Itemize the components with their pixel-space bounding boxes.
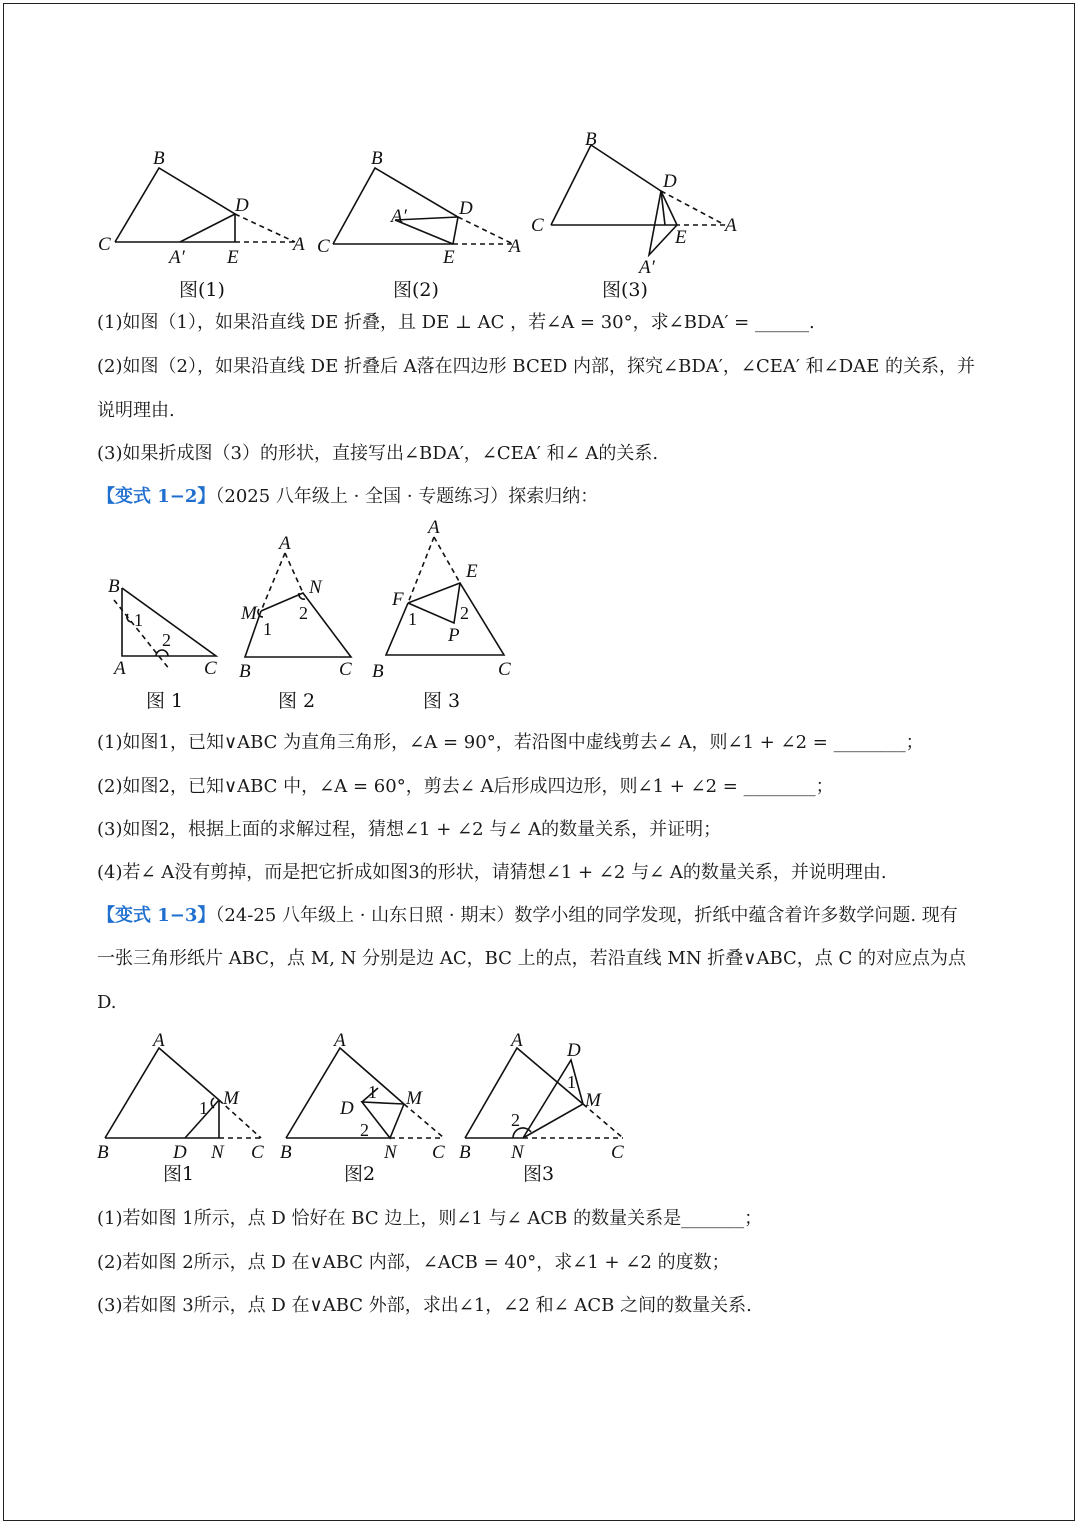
label-B: B xyxy=(371,148,383,169)
angle-2: 2 xyxy=(162,630,171,650)
v2-line-2: (2)如图2，已知∨ABC 中，∠A = 60°，剪去∠ A后形成四边形，则∠1 + ∠2 = ________； xyxy=(97,776,834,797)
variant-1-3-heading xyxy=(97,903,958,929)
label-D: D xyxy=(340,1098,354,1119)
label-A: A xyxy=(114,658,126,679)
label-B: B xyxy=(372,661,384,682)
label-M: M xyxy=(223,1088,239,1109)
label-A: A xyxy=(509,236,521,257)
q1-line-2: (2)如图（2），如果沿直线 DE 折叠后 A落在四边形 BCED 内部，探究∠BDA′，∠CEA′ 和∠DAE 的关系，并 xyxy=(97,356,976,377)
label-N: N xyxy=(511,1142,524,1163)
angle-2: 2 xyxy=(511,1110,520,1130)
figure-v3-3 xyxy=(455,1030,645,1170)
label-C: C xyxy=(498,659,511,680)
caption-top-1: 图(1) xyxy=(179,279,225,301)
label-C: C xyxy=(432,1142,445,1163)
label-A: A xyxy=(511,1030,523,1051)
v3-intro-line-2: 一张三角形纸片 ABC，点 M, N 分别是边 AC，BC 上的点，若沿直线 MN 折叠∨ABC，点 C 的对应点为点 xyxy=(97,948,967,969)
label-B: B xyxy=(153,148,165,169)
v3-line-2: (2)若如图 2所示，点 D 在∨ABC 内部，∠ACB = 40°，求∠1 + ∠2 的度数； xyxy=(97,1252,730,1273)
v3-line-3: (3)若如图 3所示，点 D 在∨ABC 外部，求出∠1，∠2 和∠ ACB 之间的数量关系. xyxy=(97,1295,752,1316)
caption-v3-2: 图2 xyxy=(344,1163,376,1185)
variant-1-2-tag: 【变式 1−2】 xyxy=(97,486,216,507)
v2-line-3: (3)如图2，根据上面的求解过程，猜想∠1 + ∠2 与∠ A的数量关系，并证明； xyxy=(97,819,722,840)
label-B: B xyxy=(459,1142,471,1163)
label-N: N xyxy=(211,1142,224,1163)
figure-top-1 xyxy=(95,140,315,280)
caption-top-2: 图(2) xyxy=(393,279,439,301)
q1-line-3: 说明理由. xyxy=(97,400,175,421)
angle-1: 1 xyxy=(263,619,272,639)
label-B: B xyxy=(97,1142,109,1163)
label-D: D xyxy=(459,198,473,219)
label-E: E xyxy=(675,227,687,248)
label-A-prime: A′ xyxy=(391,206,407,227)
variant-1-2-source: （2025 八年级上 · 全国 · 专题练习）探索归纳： xyxy=(215,486,599,507)
v3-intro-line-3: D. xyxy=(97,992,117,1013)
label-D: D xyxy=(173,1142,187,1163)
caption-v2-1: 图 1 xyxy=(146,690,184,712)
caption-v2-3: 图 3 xyxy=(423,690,461,712)
label-A: A xyxy=(334,1030,346,1051)
label-C: C xyxy=(251,1142,264,1163)
label-C: C xyxy=(611,1142,624,1163)
label-A-prime: A′ xyxy=(639,257,655,278)
figure-v2-3 xyxy=(368,515,518,690)
label-A: A xyxy=(725,215,737,236)
label-M: M xyxy=(585,1090,601,1111)
angle-1: 1 xyxy=(368,1082,377,1102)
label-N: N xyxy=(309,577,322,598)
v2-line-1: (1)如图1，已知∨ABC 为直角三角形，∠A = 90°，若沿图中虚线剪去∠ A，则∠1 + ∠2 = ________； xyxy=(97,732,924,753)
label-E: E xyxy=(466,561,478,582)
label-A: A xyxy=(428,517,440,538)
q1-line-1: (1)如图（1），如果沿直线 DE 折叠，且 DE ⊥ AC ，若∠A = 30°，求∠BDA′ = ______. xyxy=(97,312,815,333)
caption-v2-2: 图 2 xyxy=(278,690,316,712)
label-B: B xyxy=(108,576,120,597)
label-E: E xyxy=(227,247,239,268)
label-F: F xyxy=(392,589,404,610)
figure-v3-2 xyxy=(278,1030,458,1170)
angle-1: 1 xyxy=(567,1072,576,1092)
figure-top-2 xyxy=(315,140,535,280)
label-D: D xyxy=(663,171,677,192)
label-A: A xyxy=(293,234,305,255)
caption-top-3: 图(3) xyxy=(602,279,648,301)
label-C: C xyxy=(317,236,330,257)
label-C: C xyxy=(98,234,111,255)
label-B: B xyxy=(585,129,597,150)
label-A: A xyxy=(153,1030,165,1051)
q1-line-4: (3)如果折成图（3）的形状，直接写出∠BDA′，∠CEA′ 和∠ A的关系. xyxy=(97,443,659,464)
figure-top-3 xyxy=(525,125,755,278)
label-D: D xyxy=(567,1040,581,1061)
angle-1: 1 xyxy=(408,609,417,629)
variant-1-2-heading xyxy=(97,484,598,510)
variant-1-3-tag: 【变式 1−3】 xyxy=(97,905,216,926)
label-C: C xyxy=(204,658,217,679)
angle-2: 2 xyxy=(360,1120,369,1140)
label-B: B xyxy=(280,1142,292,1163)
angle-1: 1 xyxy=(134,610,143,630)
label-N: N xyxy=(384,1142,397,1163)
label-A-prime: A′ xyxy=(169,247,185,268)
label-B: B xyxy=(239,661,251,682)
angle-2: 2 xyxy=(460,603,469,623)
v3-line-1: (1)若如图 1所示，点 D 恰好在 BC 边上，则∠1 与∠ ACB 的数量关系是_______； xyxy=(97,1208,763,1229)
label-C: C xyxy=(531,215,544,236)
label-C: C xyxy=(339,659,352,680)
caption-v3-3: 图3 xyxy=(523,1163,555,1185)
figure-v2-1 xyxy=(100,570,240,690)
label-P: P xyxy=(448,625,460,646)
label-M: M xyxy=(406,1088,422,1109)
v2-line-4: (4)若∠ A没有剪掉，而是把它折成如图3的形状，请猜想∠1 + ∠2 与∠ A的数量关系，并说明理由. xyxy=(97,862,887,883)
label-D: D xyxy=(235,195,249,216)
label-A: A xyxy=(279,533,291,554)
label-E: E xyxy=(443,247,455,268)
label-M: M xyxy=(241,603,257,624)
variant-1-3-source: （24-25 八年级上 · 山东日照 · 期末）数学小组的同学发现，折纸中蕴含着许多数学问题. 现有 xyxy=(215,905,958,926)
angle-2: 2 xyxy=(299,603,308,623)
caption-v3-1: 图1 xyxy=(163,1163,195,1185)
figure-v2-2 xyxy=(235,535,365,690)
angle-1: 1 xyxy=(199,1098,208,1118)
figure-v3-1 xyxy=(95,1030,275,1170)
